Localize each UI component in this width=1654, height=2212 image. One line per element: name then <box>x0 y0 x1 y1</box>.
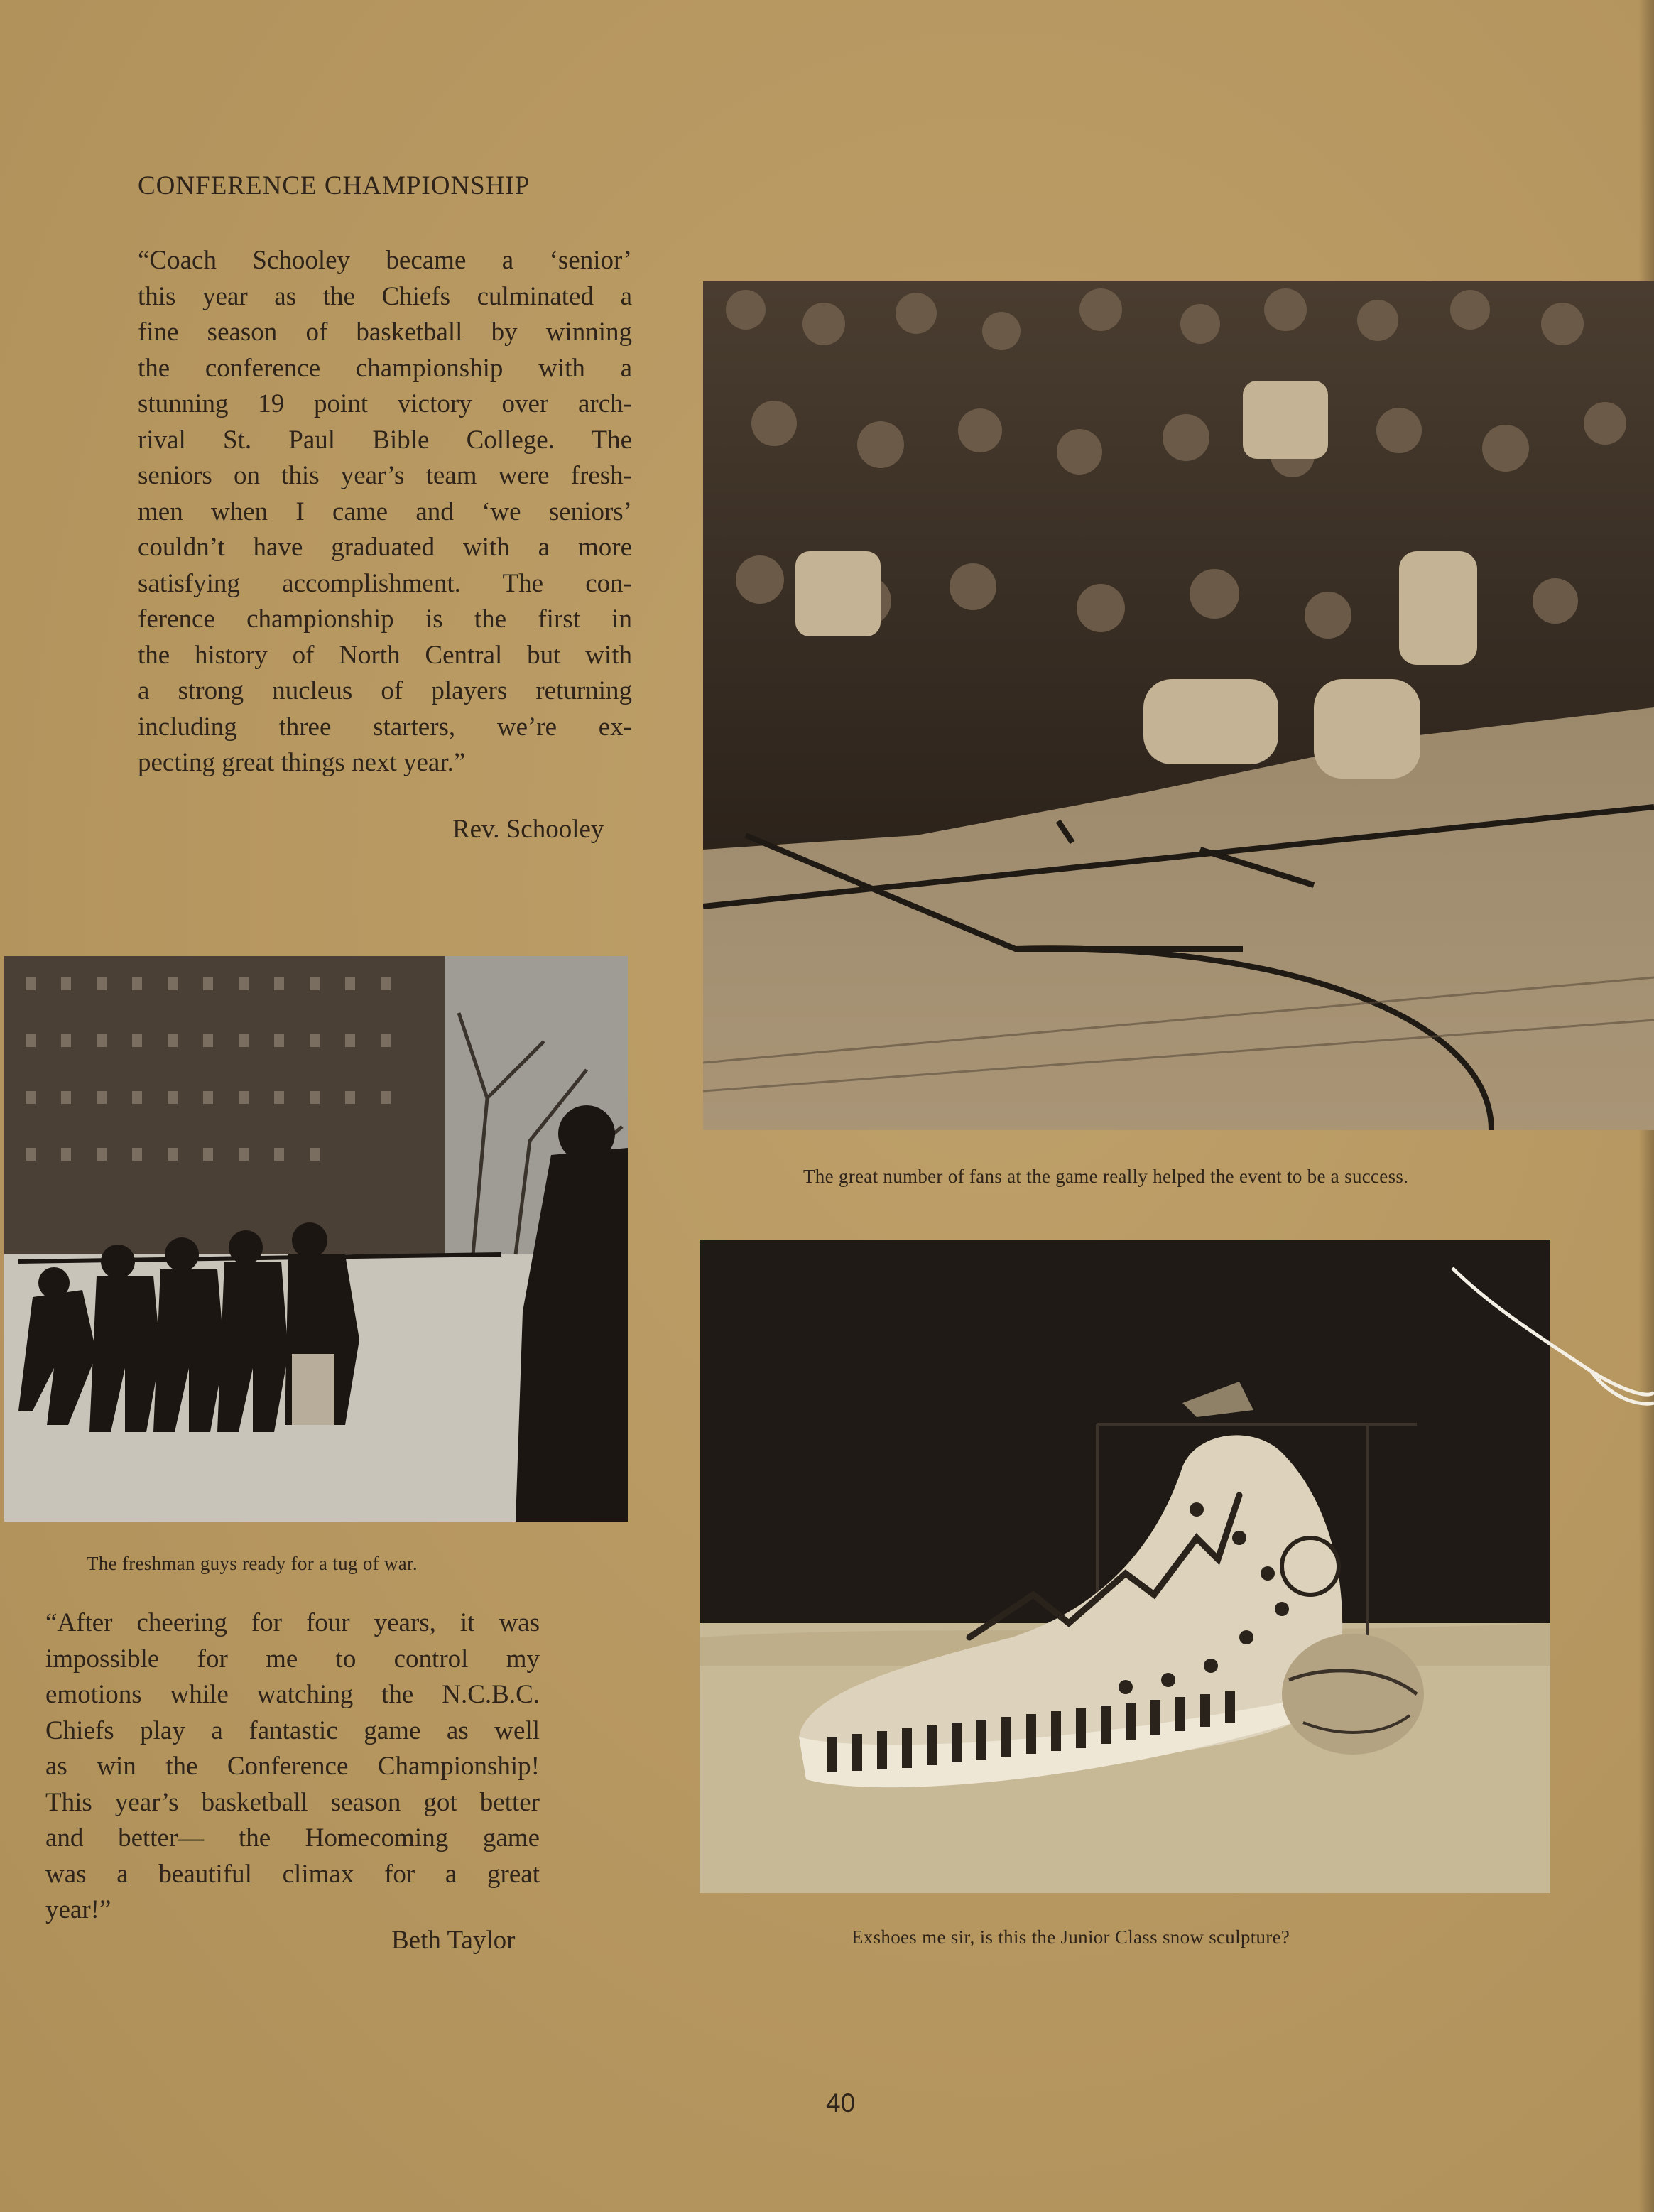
binding-string <box>1449 1264 1654 1414</box>
tug-of-war-photo <box>4 956 628 1522</box>
quote-line: fine season of basketball by winning <box>138 318 632 347</box>
page-number: 40 <box>826 2088 856 2118</box>
section-heading: CONFERENCE CHAMPIONSHIP <box>138 171 531 200</box>
quote-line: a strong nucleus of players returning <box>138 676 632 705</box>
cheerleader-quote <box>45 1605 540 1929</box>
quote-line: emotions while watching the N.C.B.C. <box>45 1680 540 1709</box>
quote-line: and better— the Homecoming game <box>45 1823 540 1853</box>
fans-photo-caption: The great number of fans at the game really helped the event to be a success. <box>803 1166 1409 1187</box>
quote-line: the history of North Central but with <box>138 640 632 670</box>
quote-line: seniors on this year’s team were fresh- <box>138 461 632 490</box>
snow-sculpture-caption: Exshoes me sir, is this the Junior Class snow sculpture? <box>852 1926 1290 1948</box>
quote-line: pecting great things next year.” <box>138 748 466 777</box>
quote-line: impossible for me to control my <box>45 1644 540 1674</box>
coach-quote <box>138 243 632 781</box>
snow-sculpture-photo <box>700 1240 1550 1893</box>
quote-line: This year’s basketball season got better <box>45 1787 540 1817</box>
quote-line: “Coach Schooley became a ‘senior’ <box>138 246 632 275</box>
coach-quote-attribution: Rev. Schooley <box>452 815 604 844</box>
quote-line: year!” <box>45 1895 111 1924</box>
quote-line: as win the Conference Championship! <box>45 1752 540 1781</box>
tug-of-war-photo-image <box>4 956 628 1522</box>
fans-photo <box>703 281 1654 1130</box>
quote-line: men when I came and ‘we seniors’ <box>138 497 632 526</box>
quote-line: satisfying accomplishment. The con- <box>138 568 632 598</box>
quote-line: this year as the Chiefs culminated a <box>138 281 632 311</box>
quote-line: “After cheering for four years, it was <box>45 1608 540 1637</box>
fans-photo-image <box>703 281 1654 1130</box>
cheerleader-quote-attribution: Beth Taylor <box>391 1926 516 1955</box>
snow-sculpture-photo-image <box>700 1240 1550 1893</box>
quote-line: Chiefs play a fantastic game as well <box>45 1715 540 1745</box>
tug-of-war-caption: The freshman guys ready for a tug of war. <box>87 1553 418 1574</box>
quote-line: including three starters, we’re ex- <box>138 712 632 742</box>
quote-line: rival St. Paul Bible College. The <box>138 425 632 455</box>
quote-line: was a beautiful climax for a great <box>45 1859 540 1889</box>
quote-line: stunning 19 point victory over arch- <box>138 389 632 418</box>
quote-line: couldn’t have graduated with a more <box>138 533 632 562</box>
quote-line: ference championship is the first in <box>138 604 632 634</box>
quote-line: the conference championship with a <box>138 353 632 383</box>
